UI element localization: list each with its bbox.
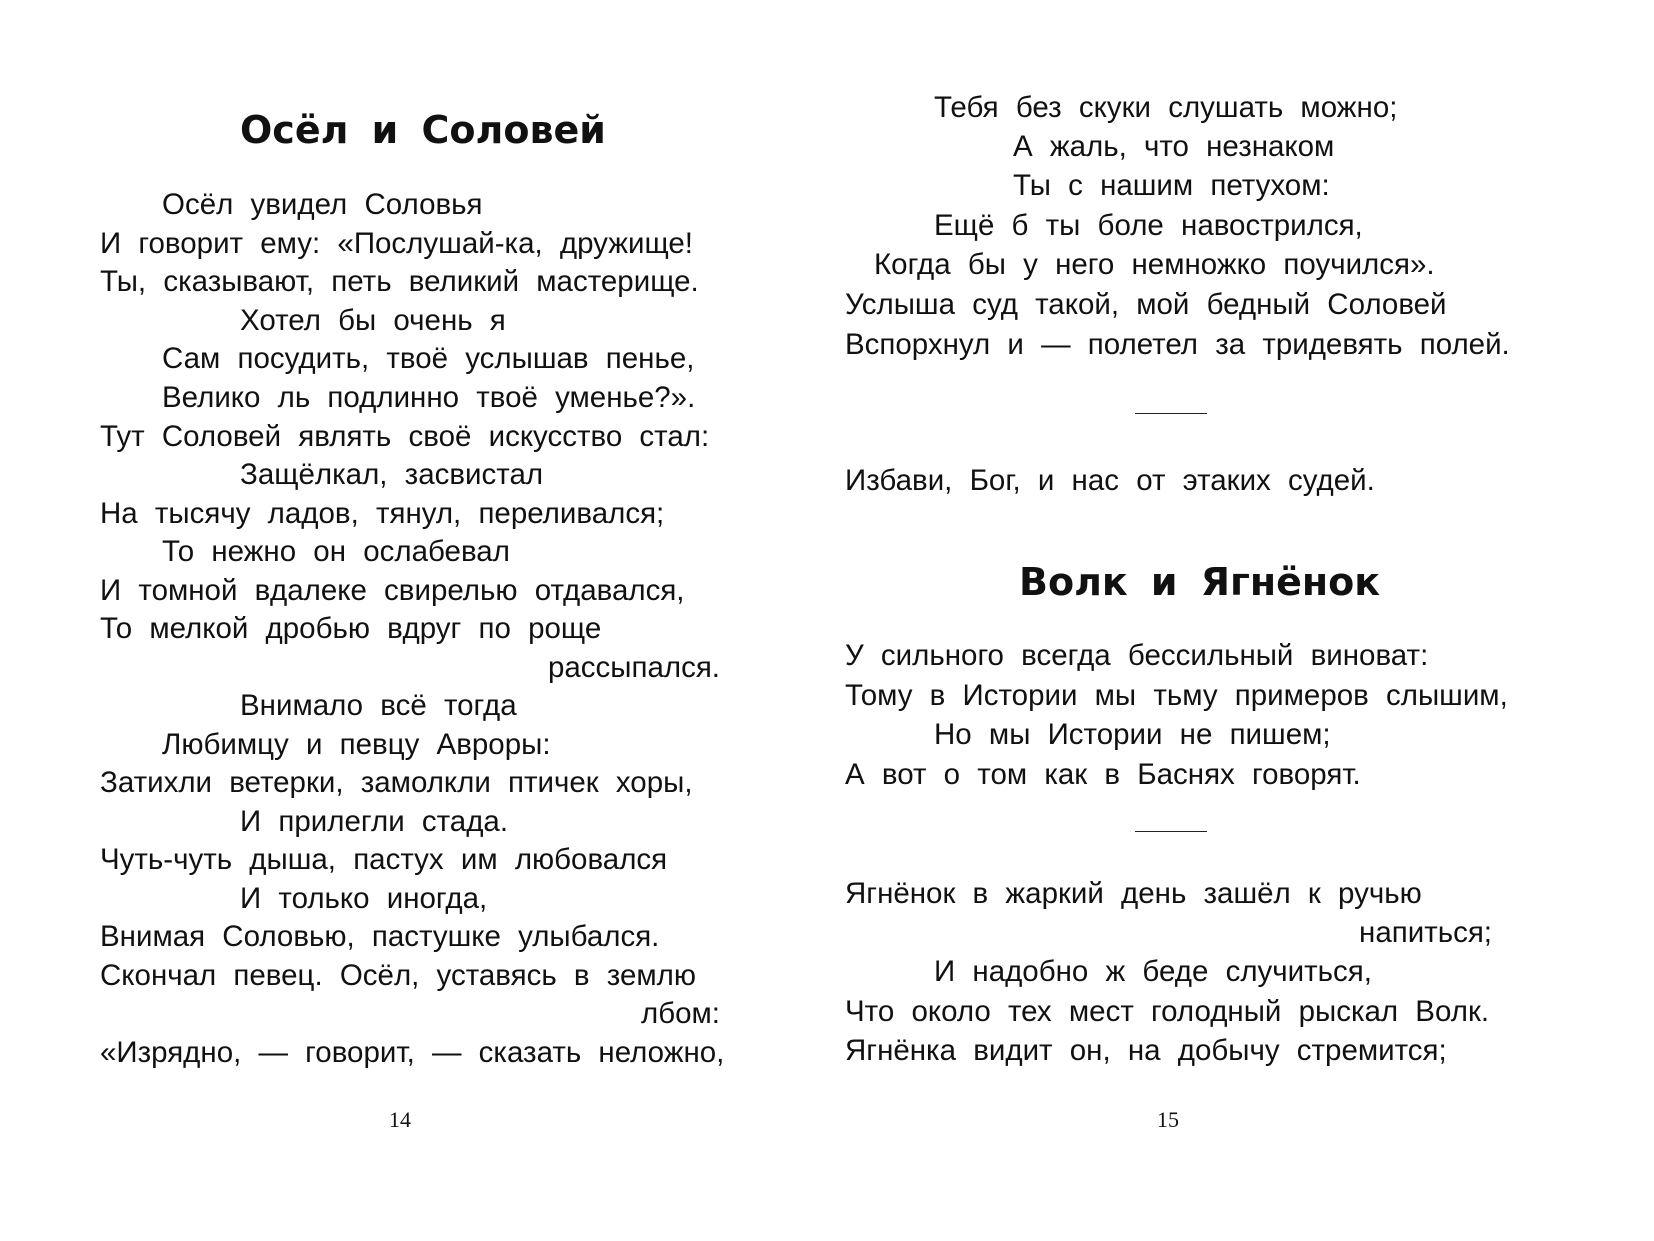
- verse-line: Вспорхнул и — полетел за тридевять полей.: [845, 328, 1510, 361]
- verse-line: Велико ль подлинно твоё уменье?».: [162, 381, 696, 414]
- page-number: 15: [1157, 1107, 1179, 1132]
- verse-line-continuation: лбом:: [641, 997, 720, 1030]
- section-divider: [1135, 413, 1207, 414]
- verse-line: Затихли ветерки, замолкли птичек хоры,: [100, 766, 693, 799]
- verse-line: Чуть-чуть дыша, пастух им любовался: [100, 843, 668, 876]
- fable-title: Волк и Ягнёнок: [1019, 560, 1381, 604]
- verse-line: И томной вдалеке свирелью отдавался,: [100, 574, 685, 607]
- section-divider: [1135, 831, 1207, 832]
- verse-line-continuation: рассыпался.: [547, 651, 720, 684]
- verse-line: Внимало всё тогда: [240, 689, 517, 722]
- verse-line: «Изрядно, — говорит, — сказать неложно,: [100, 1036, 725, 1069]
- verse-line: Ягнёнка видит он, на добычу стремится;: [845, 1034, 1447, 1067]
- verse-line: Осёл увидел Соловья: [162, 188, 483, 221]
- verse-line: Скончал певец. Осёл, уставясь в землю: [100, 959, 697, 992]
- verse-line-continuation: напиться;: [1359, 916, 1492, 949]
- verse-line: Хотел бы очень я: [240, 304, 506, 337]
- page-number: 14: [389, 1107, 411, 1132]
- verse-line: Ты, сказывают, петь великий мастерище.: [100, 265, 699, 298]
- verse-line: Внимая Соловью, пастушке улыбался.: [100, 920, 660, 953]
- verse-line: Ещё б ты боле навострился,: [934, 209, 1363, 242]
- verse-line: Тому в Истории мы тьму примеров слышим,: [845, 679, 1508, 712]
- verse-line: То нежно он ослабевал: [162, 535, 510, 568]
- verse-line: То мелкой дробью вдруг по роще: [100, 612, 602, 645]
- verse-line: Любимцу и певцу Авроры:: [162, 728, 551, 761]
- right-page: [827, 0, 1654, 1241]
- verse-line: И говорит ему: «Послушай-ка, дружище!: [100, 227, 693, 260]
- verse-line: Что около тех мест голодный рыскал Волк.: [845, 995, 1490, 1028]
- verse-line: И только иногда,: [240, 882, 488, 915]
- verse-line: Когда бы у него немножко поучился».: [874, 248, 1435, 281]
- verse-line: Тут Соловей являть своё искусство стал:: [100, 420, 710, 453]
- verse-line: И надобно ж беде случиться,: [934, 955, 1372, 988]
- verse-line: И прилегли стада.: [240, 805, 509, 838]
- verse-line: Тебя без скуки слушать можно;: [934, 91, 1398, 124]
- verse-line: Услыша суд такой, мой бедный Соловей: [845, 288, 1447, 321]
- verse-line: Сам посудить, твоё услышав пенье,: [162, 342, 695, 375]
- verse-line: Ягнёнок в жаркий день зашёл к ручью: [845, 877, 1422, 910]
- verse-line: Ты с нашим петухом:: [1013, 169, 1330, 202]
- verse-line: У сильного всегда бессильный виноват:: [845, 639, 1429, 672]
- verse-line: На тысячу ладов, тянул, переливался;: [100, 497, 665, 530]
- verse-line: А вот о том как в Баснях говорят.: [845, 758, 1361, 791]
- verse-line: Но мы Истории не пишем;: [934, 718, 1331, 751]
- verse-line: А жаль, что незнаком: [1013, 130, 1335, 163]
- verse-line: Защёлкал, засвистал: [240, 458, 544, 491]
- moral-line: Избави, Бог, и нас от этаких судей.: [845, 464, 1375, 497]
- fable-title: Осёл и Соловей: [240, 108, 606, 152]
